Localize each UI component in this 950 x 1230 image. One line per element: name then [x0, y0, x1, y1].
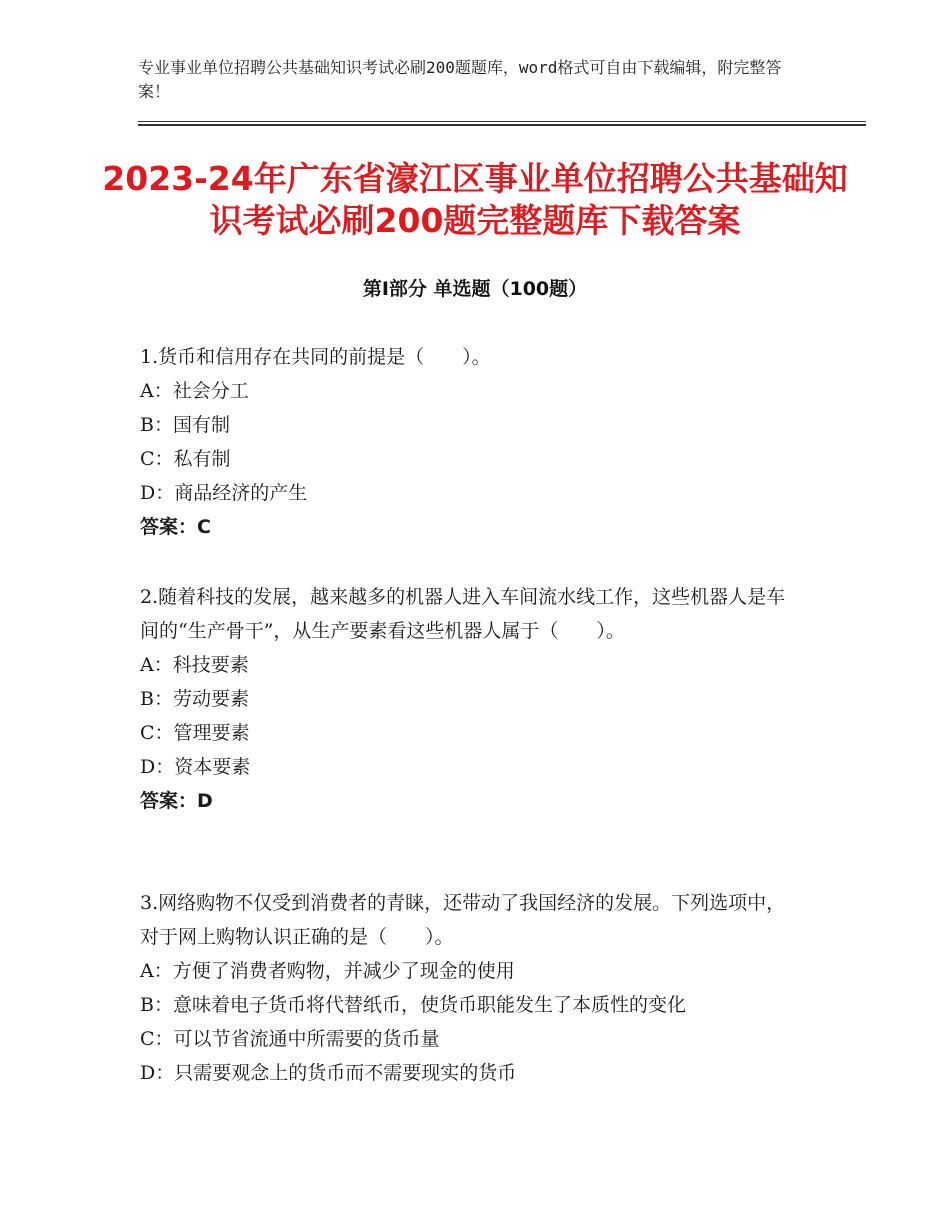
- option-c: C：私有制: [140, 448, 231, 470]
- question-3: [140, 886, 800, 1090]
- answer: 答案：D: [140, 790, 213, 812]
- option-c: C：可以节省流通中所需要的货币量: [140, 1028, 440, 1050]
- question-stem: 3.网络购物不仅受到消费者的青睐，还带动了我国经济的发展。下列选项中，对于网上购物认识正确的是（ ）。: [140, 892, 786, 948]
- option-b: B：劳动要素: [140, 688, 249, 710]
- option-d: D：只需要观念上的货币而不需要现实的货币: [140, 1062, 517, 1084]
- option-d: D：资本要素: [140, 756, 251, 778]
- document-title: 2023-24年广东省濠江区事业单位招聘公共基础知识考试必刷200题完整题库下载答案: [102, 159, 848, 240]
- option-b: B：国有制: [140, 414, 230, 436]
- option-a: A：科技要素: [140, 654, 249, 676]
- header-divider: [138, 121, 866, 122]
- header-note: 专业事业单位招聘公共基础知识考试必刷200题题库，word格式可自由下载编辑，附完整答案！: [138, 58, 782, 101]
- option-b: B：意味着电子货币将代替纸币，使货币职能发生了本质性的变化: [140, 994, 686, 1016]
- section-heading: 第I部分 单选题（100题）: [362, 278, 588, 300]
- answer: 答案：C: [140, 516, 211, 538]
- question-stem: 1.货币和信用存在共同的前提是（ ）。: [140, 346, 491, 368]
- question-stem: 2.随着科技的发展，越来越多的机器人进入车间流水线工作，这些机器人是车间的“生产骨干”，从生产要素看这些机器人属于（ ）。: [140, 586, 786, 642]
- option-d: D：商品经济的产生: [140, 482, 308, 504]
- option-a: A：社会分工: [140, 380, 249, 402]
- header-divider-thick: [138, 124, 866, 126]
- option-a: A：方便了消费者购物，并减少了现金的使用: [140, 960, 515, 982]
- question-2: [140, 580, 800, 818]
- question-1: [140, 340, 800, 544]
- option-c: C：管理要素: [140, 722, 250, 744]
